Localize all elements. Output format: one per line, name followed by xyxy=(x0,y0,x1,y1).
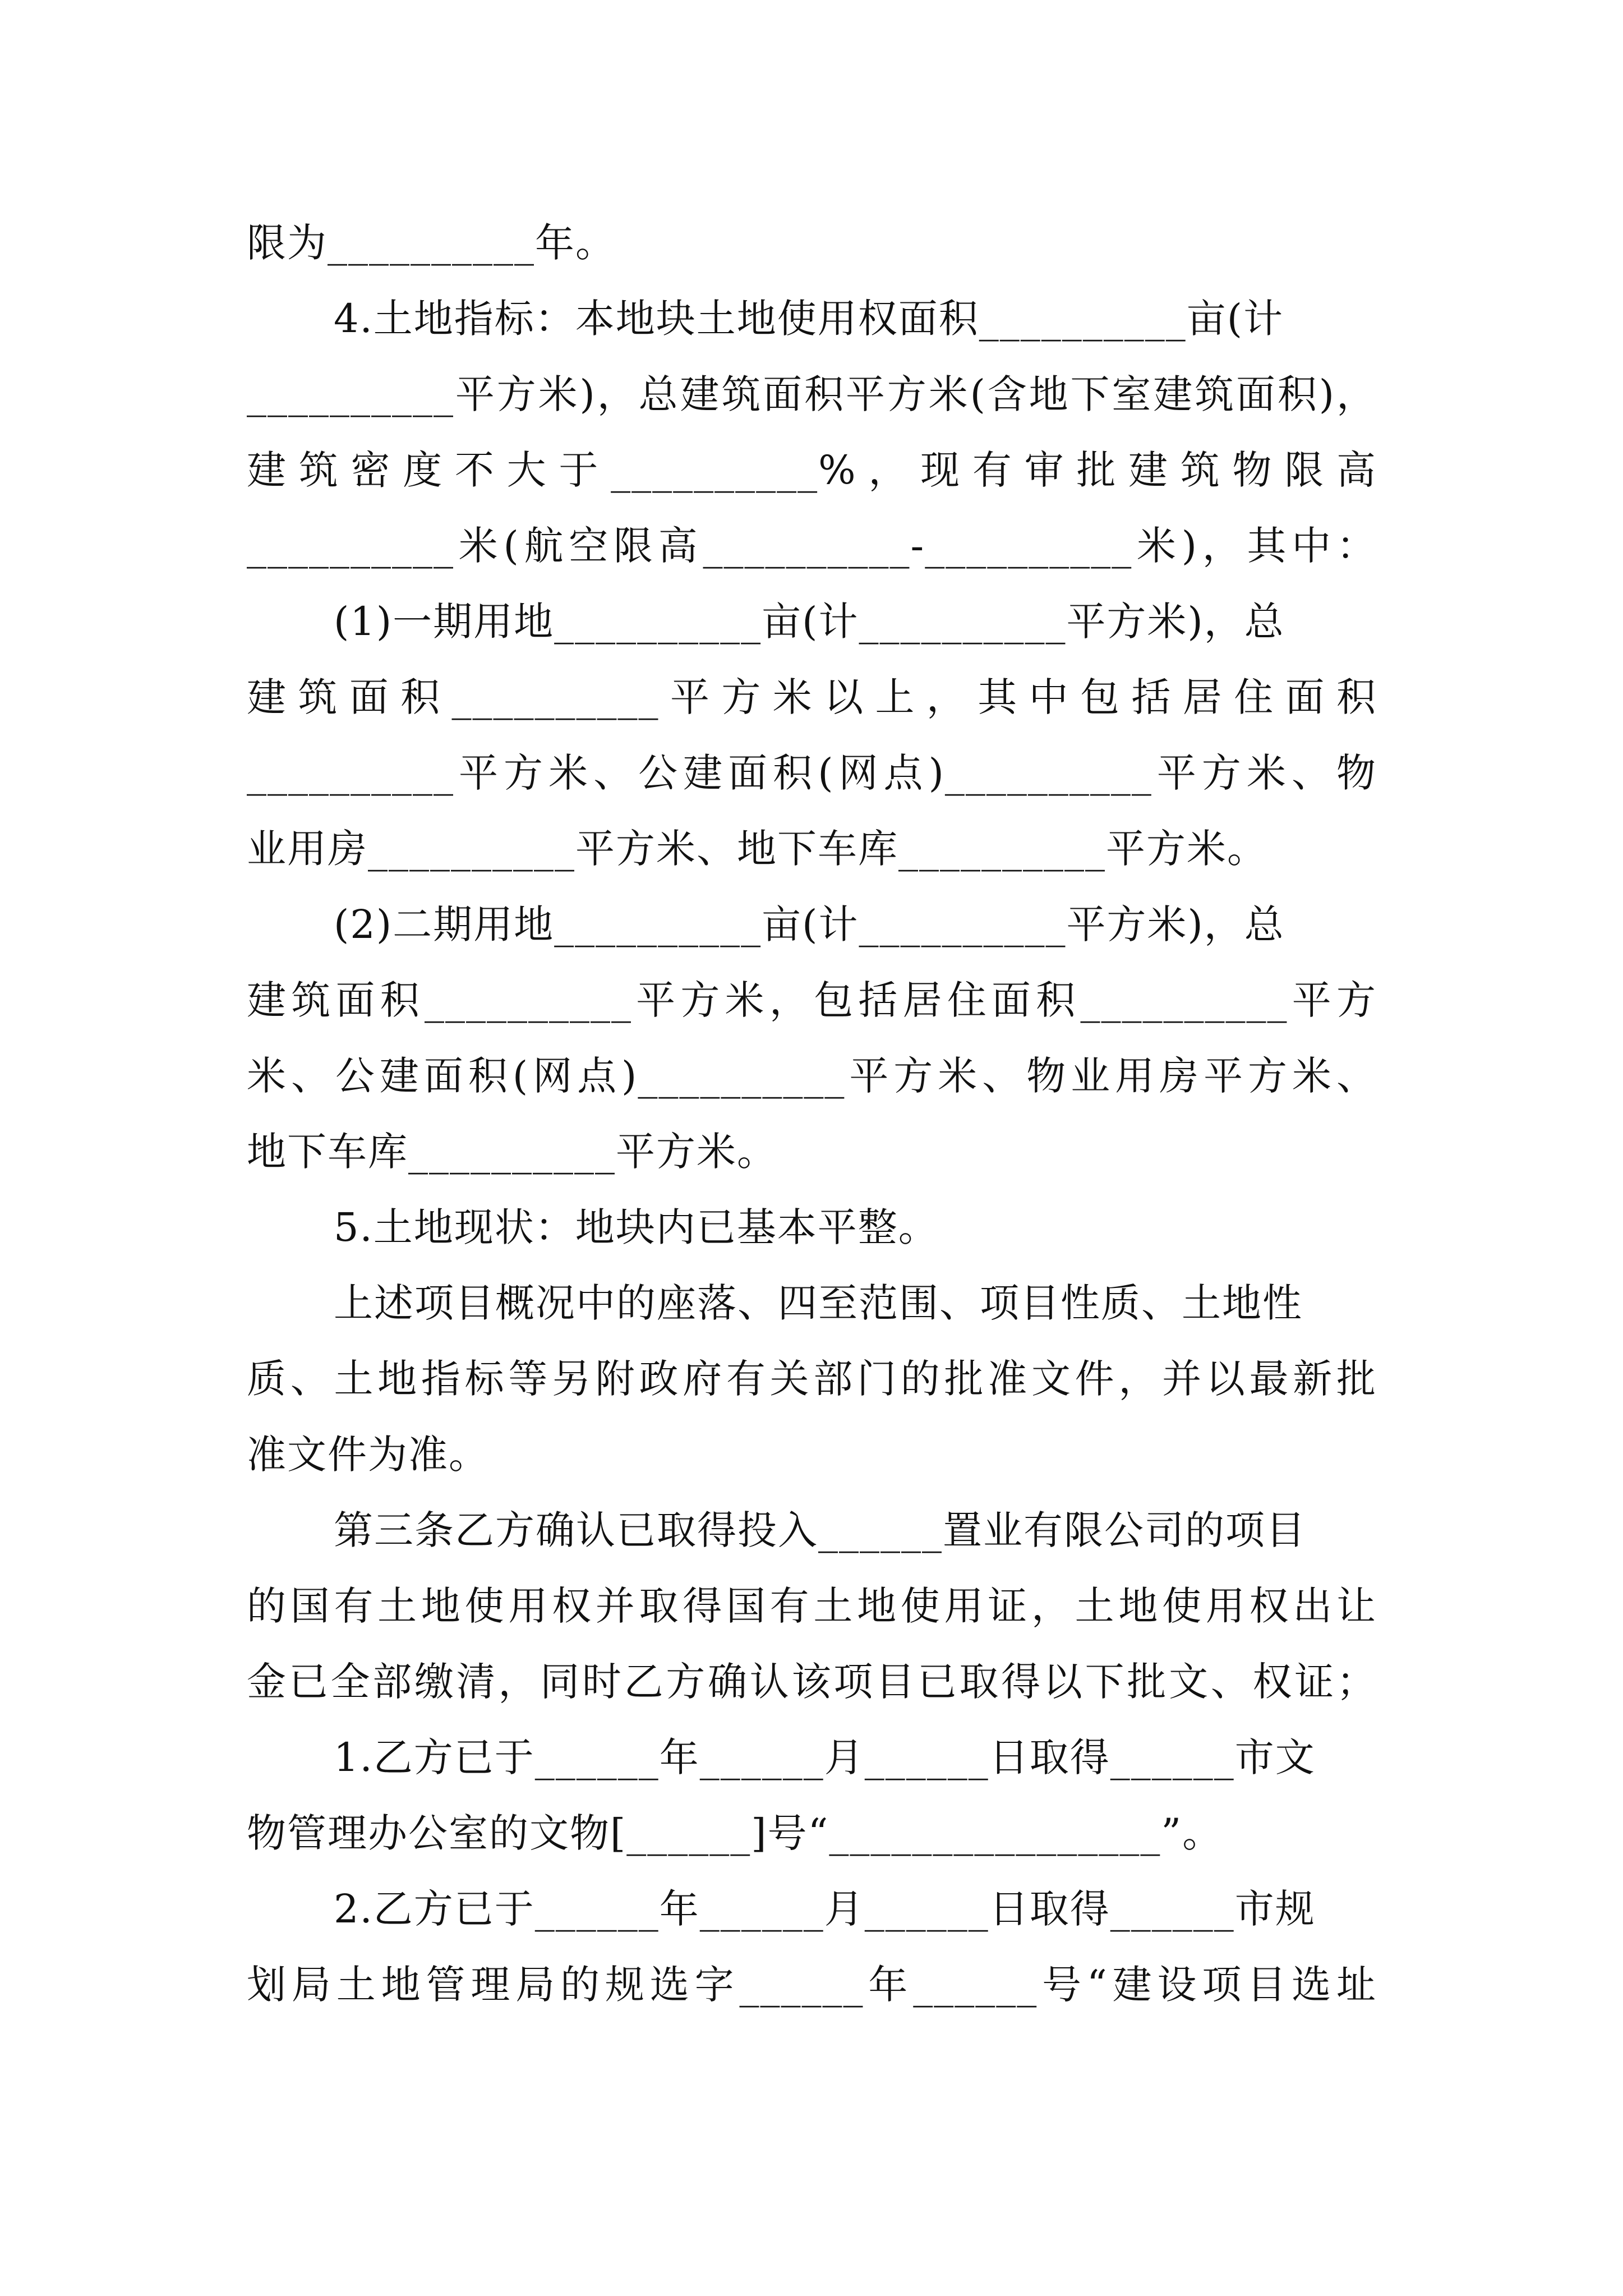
text-line: (1)一期用地__________亩(计__________平方米)，总 xyxy=(334,599,1285,645)
text-line: 划局土地管理局的规选字______年______号“建设项目选址 xyxy=(247,1962,1377,2008)
text-line: 准文件为准。 xyxy=(247,1432,489,1478)
text-line: 第三条乙方确认已取得投入______置业有限公司的项目 xyxy=(334,1507,1306,1553)
text-line: 建筑面积__________平方米以上，其中包括居住面积 xyxy=(247,674,1377,720)
text-line: 5.土地现状：地块内已基本平整。 xyxy=(334,1204,939,1250)
text-line: 建筑密度不大于__________%，现有审批建筑物限高 xyxy=(247,447,1377,493)
text-line: 2.乙方已于______年______月______日取得______市规 xyxy=(334,1886,1316,1932)
text-line: 金已全部缴清，同时乙方确认该项目已取得以下批文、权证； xyxy=(247,1659,1377,1705)
text-line: 质、土地指标等另附政府有关部门的批准文件，并以最新批 xyxy=(247,1356,1377,1402)
text-line: 上述项目概况中的座落、四至范围、项目性质、土地性 xyxy=(334,1280,1303,1326)
text-line: 建筑面积__________平方米，包括居住面积__________平方 xyxy=(247,977,1377,1023)
text-line: 4.土地指标：本地块土地使用权面积__________亩(计 xyxy=(334,296,1284,342)
text-line: (2)二期用地__________亩(计__________平方米)，总 xyxy=(334,901,1285,947)
text-line: 1.乙方已于______年______月______日取得______市文 xyxy=(334,1734,1316,1780)
text-line: 的国有土地使用权并取得国有土地使用证，土地使用权出让 xyxy=(247,1583,1377,1629)
text-line: __________米(航空限高__________-__________米)，其中： xyxy=(247,523,1377,569)
text-line: 业用房__________平方米、地下车库__________平方米。 xyxy=(247,826,1267,872)
text-line: __________平方米、公建面积(网点)__________平方米、物 xyxy=(247,750,1377,796)
text-line: 地下车库__________平方米。 xyxy=(247,1129,777,1175)
text-line: 米、公建面积(网点)__________平方米、物业用房平方米、 xyxy=(247,1053,1377,1099)
text-line: __________平方米)，总建筑面积平方米(含地下室建筑面积)， xyxy=(247,371,1377,417)
text-line: 限为__________年。 xyxy=(247,220,616,266)
text-line: 物管理办公室的文物[______]号“________________”。 xyxy=(247,1810,1223,1856)
